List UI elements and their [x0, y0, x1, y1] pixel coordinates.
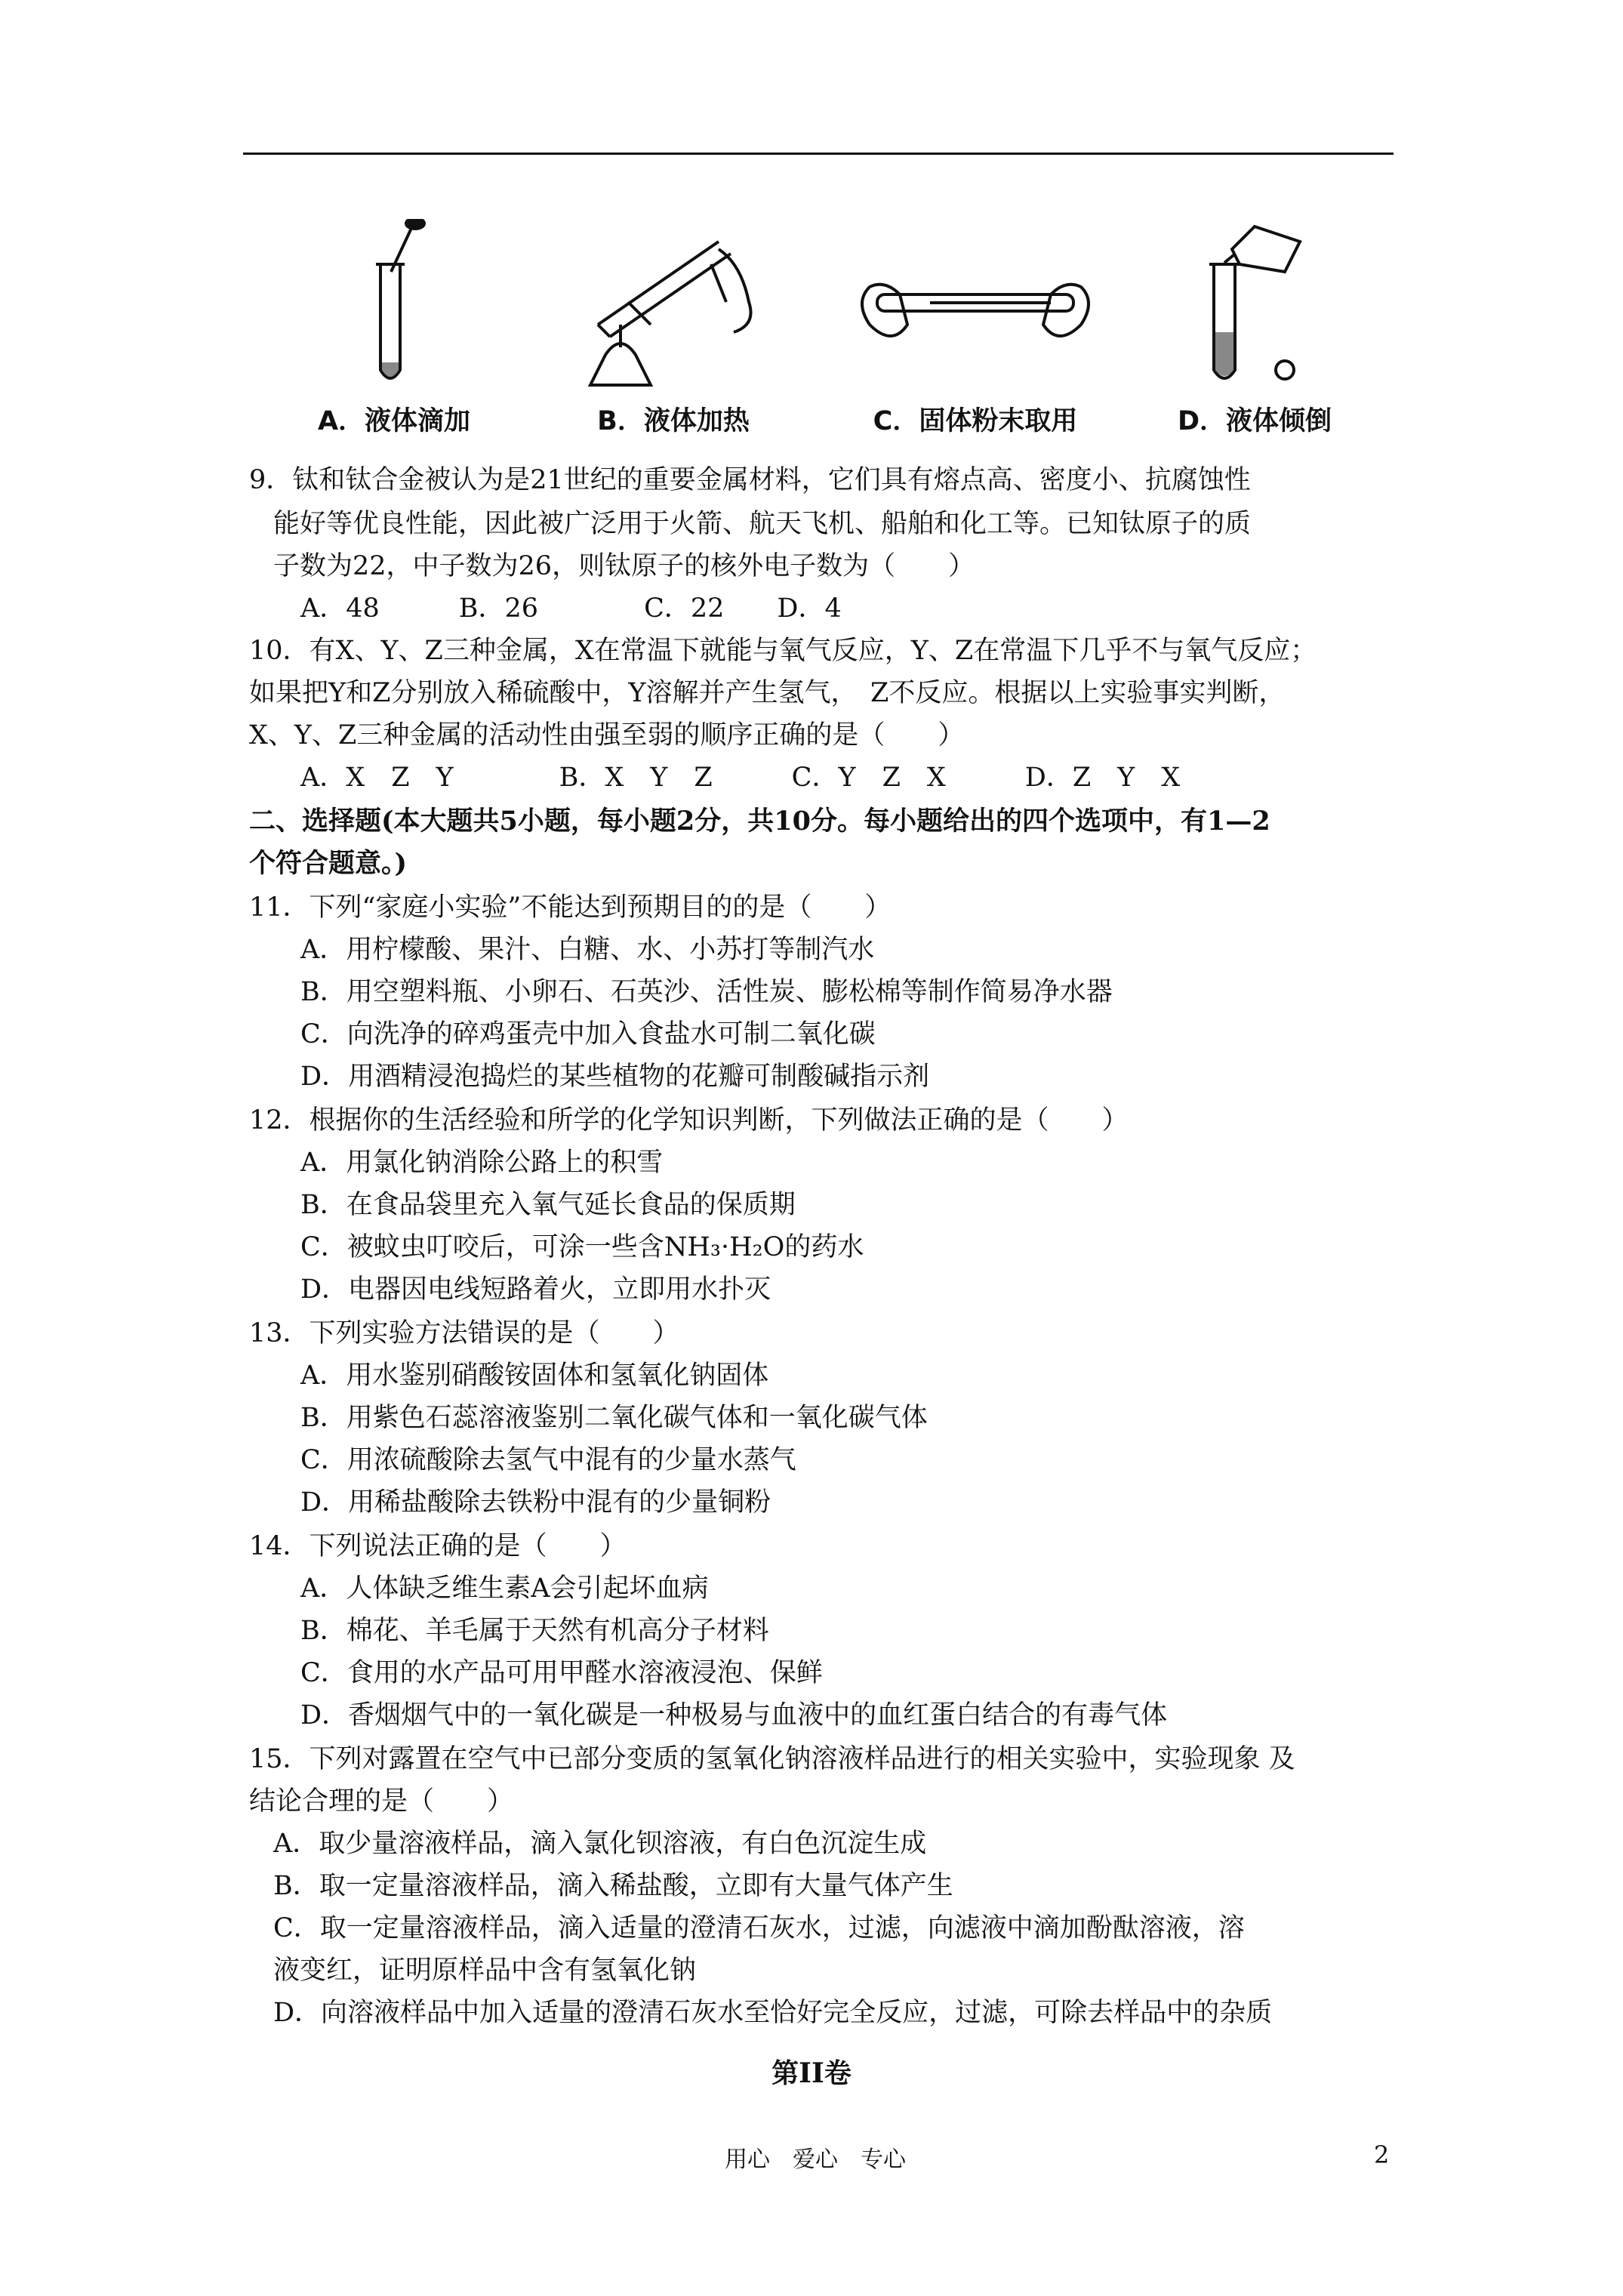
lab-figures — [243, 219, 1394, 445]
figure-b — [537, 219, 809, 445]
figure-caption: A．液体滴加 — [317, 406, 471, 436]
section-2-heading-cont: 个符合题意。) — [249, 848, 408, 879]
q14-stem: 14．下列说法正确的是（ ） — [249, 1531, 627, 1561]
q11-option-b: B．用空塑料瓶、小卵石、石英沙、活性炭、膨松棉等制作简易净水器 — [300, 977, 1113, 1007]
page-footer: 用心 爱心 专心 — [725, 2147, 906, 2173]
q10-options: A．X Z Y B．X Y Z C．Y Z X D．Z Y X — [300, 763, 1181, 793]
q13-option-c: C．用浓硫酸除去氢气中混有的少量水蒸气 — [300, 1445, 796, 1475]
section-title: 第II卷 — [771, 2057, 852, 2089]
page-number: 2 — [1374, 2140, 1390, 2169]
figure-caption: C．固体粉末取用 — [873, 406, 1078, 436]
q15-stem-1: 15．下列对露置在空气中已部分变质的氢氧化钠溶液样品进行的相关实验中，实验现象 及 — [249, 1744, 1295, 1774]
q12-stem: 12．根据你的生活经验和所学的化学知识判断，下列做法正确的是（ ） — [249, 1105, 1129, 1136]
q12-option-a: A．用氯化钠消除公路上的积雪 — [300, 1148, 664, 1178]
q15-stem-2: 结论合理的是（ ） — [249, 1786, 514, 1817]
q15-option-c-2: 液变红，证明原样品中含有氢氧化钠 — [273, 1955, 697, 1986]
q15-option-d: D．向溶液样品中加入适量的澄清石灰水至恰好完全反应，过滤，可除去样品中的杂质 — [273, 1998, 1273, 2028]
dropper-test-tube-icon — [258, 219, 530, 400]
q14-option-b: B．棉花、羊毛属于天然有机高分子材料 — [300, 1616, 769, 1646]
figure-a — [258, 219, 530, 445]
q12-option-c: C．被蚊虫叮咬后，可涂一些含NH₃·H₂O的药水 — [300, 1232, 864, 1262]
q13-option-d: D．用稀盐酸除去铁粉中混有的少量铜粉 — [300, 1487, 771, 1518]
q10-line-2: 如果把Y和Z分别放入稀硫酸中，Y溶解并产生氢气， Z不反应。根据以上实验事实判断， — [249, 678, 1286, 708]
q13-stem: 13．下列实验方法错误的是（ ） — [249, 1318, 679, 1348]
q9-line-1: 9．钛和钛合金被认为是21世纪的重要金属材料，它们具有熔点高、密度小、抗腐蚀性 — [249, 465, 1251, 495]
section-2-heading: 二、选择题(本大题共5小题，每小题2分，共10分。每小题给出的四个选项中，有1—2 — [249, 806, 1270, 837]
header-rule — [243, 153, 1394, 155]
figure-caption: D．液体倾倒 — [1177, 406, 1332, 436]
q14-option-c: C．食用的水产品可用甲醛水溶液浸泡、保鲜 — [300, 1658, 823, 1688]
q9-line-2: 能好等优良性能，因此被广泛用于火箭、航天飞机、船舶和化工等。已知钛原子的质 — [273, 509, 1252, 539]
figure-c — [839, 219, 1111, 445]
q9-line-3: 子数为22，中子数为26，则钛原子的核外电子数为（ ） — [273, 551, 975, 581]
q15-option-c-1: C．取一定量溶液样品，滴入适量的澄清石灰水，过滤，向滤液中滴加酚酞溶液，溶 — [273, 1913, 1245, 1943]
q13-option-b: B．用紫色石蕊溶液鉴别二氧化碳气体和一氧化碳气体 — [300, 1403, 928, 1433]
powder-test-tube-icon — [839, 219, 1111, 400]
figure-caption: B．液体加热 — [597, 406, 750, 436]
q11-option-d: D．用酒精浸泡捣烂的某些植物的花瓣可制酸碱指示剂 — [300, 1062, 930, 1092]
heating-test-tube-icon — [537, 219, 809, 400]
q11-option-c: C．向洗净的碎鸡蛋壳中加入食盐水可制二氧化碳 — [300, 1019, 876, 1049]
q15-option-a: A．取少量溶液样品，滴入氯化钡溶液，有白色沉淀生成 — [273, 1829, 927, 1859]
q9-options: A．48 B．26 C．22 D．4 — [300, 593, 842, 624]
pouring-liquid-icon — [1119, 219, 1390, 400]
q14-option-a: A．人体缺乏维生素A会引起坏血病 — [300, 1573, 709, 1604]
q10-line-1: 10．有X、Y、Z三种金属，X在常温下就能与氧气反应，Y、Z在常温下几乎不与氧气反应； — [249, 636, 1317, 666]
figure-d — [1119, 219, 1390, 445]
q15-option-b: B．取一定量溶液样品，滴入稀盐酸，立即有大量气体产生 — [273, 1871, 953, 1901]
q13-option-a: A．用水鉴别硝酸铵固体和氢氧化钠固体 — [300, 1361, 769, 1391]
q14-option-d: D．香烟烟气中的一氧化碳是一种极易与血液中的血红蛋白结合的有毒气体 — [300, 1700, 1168, 1730]
q11-stem: 11．下列“家庭小实验”不能达到预期目的的是（ ） — [249, 892, 892, 923]
q12-option-b: B．在食品袋里充入氧气延长食品的保质期 — [300, 1190, 796, 1220]
q12-option-d: D．电器因电线短路着火，立即用水扑灭 — [300, 1274, 771, 1305]
q10-line-3: X、Y、Z三种金属的活动性由强至弱的顺序正确的是（ ） — [249, 720, 965, 750]
q11-option-a: A．用柠檬酸、果汁、白糖、水、小苏打等制汽水 — [300, 935, 875, 965]
